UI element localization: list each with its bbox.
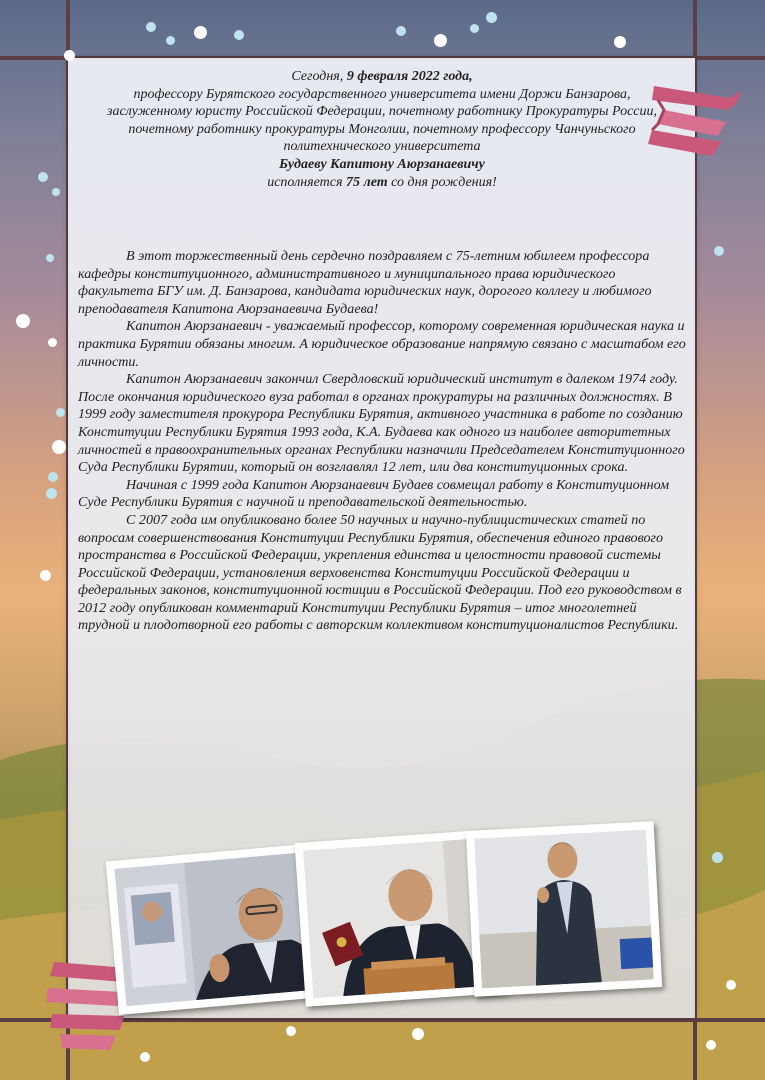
photo-professor-speaking xyxy=(466,821,662,997)
confetti-dot xyxy=(52,188,60,196)
confetti-dot xyxy=(48,472,58,482)
confetti-dot xyxy=(706,1040,716,1050)
confetti-dot xyxy=(38,172,48,182)
paragraph: Капитон Аюрзанаевич закончил Свердловский юридический институт в далеком 1974 году. После окончания юридического вуза работал в органах прокуратуры на различных должностях. В 1999 году заместителя прокурора Республики Бурятия, активного участника в работе по созданию Конституции Республики Бурятия 1993 года, К.А. Будаева как одного из наиболее авторитетных личностей в правоохранительных органах Республики назначили Председателем Конституционного Суда Республики Бурятии, который он возглавлял 12 лет, или два конституционных срока. xyxy=(78,371,685,476)
date-prefix: Сегодня, xyxy=(291,69,347,84)
confetti-dot xyxy=(46,254,54,262)
confetti-dot xyxy=(64,50,75,61)
confetti-dot xyxy=(194,26,207,39)
confetti-dot xyxy=(286,1026,296,1036)
header-date-line xyxy=(70,68,694,86)
confetti-dot xyxy=(714,246,724,256)
confetti-dot xyxy=(140,1052,150,1062)
confetti-dot xyxy=(470,24,479,33)
confetti-dot xyxy=(614,36,626,48)
confetti-dot xyxy=(486,12,497,23)
confetti-dot xyxy=(726,980,736,990)
confetti-dot xyxy=(146,22,156,32)
confetti-dot xyxy=(16,314,30,328)
confetti-dot xyxy=(234,30,244,40)
recipient-name: Будаеву Капитону Аюрзанаевичу xyxy=(279,156,485,172)
paragraph: Капитон Аюрзанаевич - уважаемый профессор, которому современная юридическая наука и практика Бурятии обязаны многим. А юридическое образование напрямую связано с масштабом его личности. xyxy=(78,318,686,370)
confetti-dot xyxy=(56,408,65,417)
greeting-header xyxy=(70,68,694,191)
paragraph: С 2007 года им опубликовано более 50 научных и научно-публицистических статей по вопросам совершенствования Конституции Республики Бурятия, обеспечения единого правового пространства в Российской Федерации, укрепления единства и целостности правовой системы Российской Федерации, установления верховенства Конституции Российской Федерации и федеральных законов, конституционной юстиции в Российской Федерации. Под его руководством в 2012 году опубликован комментарий Конституции Республики Бурятия – итог многолетней трудной и плодотворной его работы с авторским коллективом конституционалистов Республики. xyxy=(78,511,682,634)
confetti-dot xyxy=(396,26,406,36)
confetti-dot xyxy=(712,852,723,863)
paragraph: В этот торжественный день сердечно поздравляем с 75-летним юбилеем профессора кафедры конституционного, административного и муниципального права юридического факультета БГУ им. Д. Банзарова, кандидата юридических наук, дорогого коллегу и любимого преподавателя Капитона Аюрзанаевича Будаева! xyxy=(78,248,652,317)
age-line: исполняется 75 лет со дня рождения! xyxy=(267,174,497,190)
date-text: 9 февраля 2022 года, xyxy=(346,69,473,84)
confetti-dot xyxy=(166,36,175,45)
paragraph: Начиная с 1999 года Капитон Аюрзанаевич Будаев совмещал работу в Конституционном Суде Республики Бурятия с научной и преподавательской деятельностью. xyxy=(78,476,670,511)
confetti-dot xyxy=(40,570,51,581)
confetti-dot xyxy=(434,34,447,47)
confetti-dot xyxy=(52,440,66,454)
letter-body xyxy=(78,248,690,635)
confetti-dot xyxy=(46,488,57,499)
confetti-dot xyxy=(412,1028,424,1040)
confetti-dot xyxy=(48,338,57,347)
recipient-titles: профессору Бурятского государственного университета имени Доржи Банзарова, заслуженному юристу Российской Федерации, почетному работнику Прокуратуры России, почетному работнику прокуратуры Монголии, почетному профессору Чанчуньского политехнического университета xyxy=(107,86,657,155)
